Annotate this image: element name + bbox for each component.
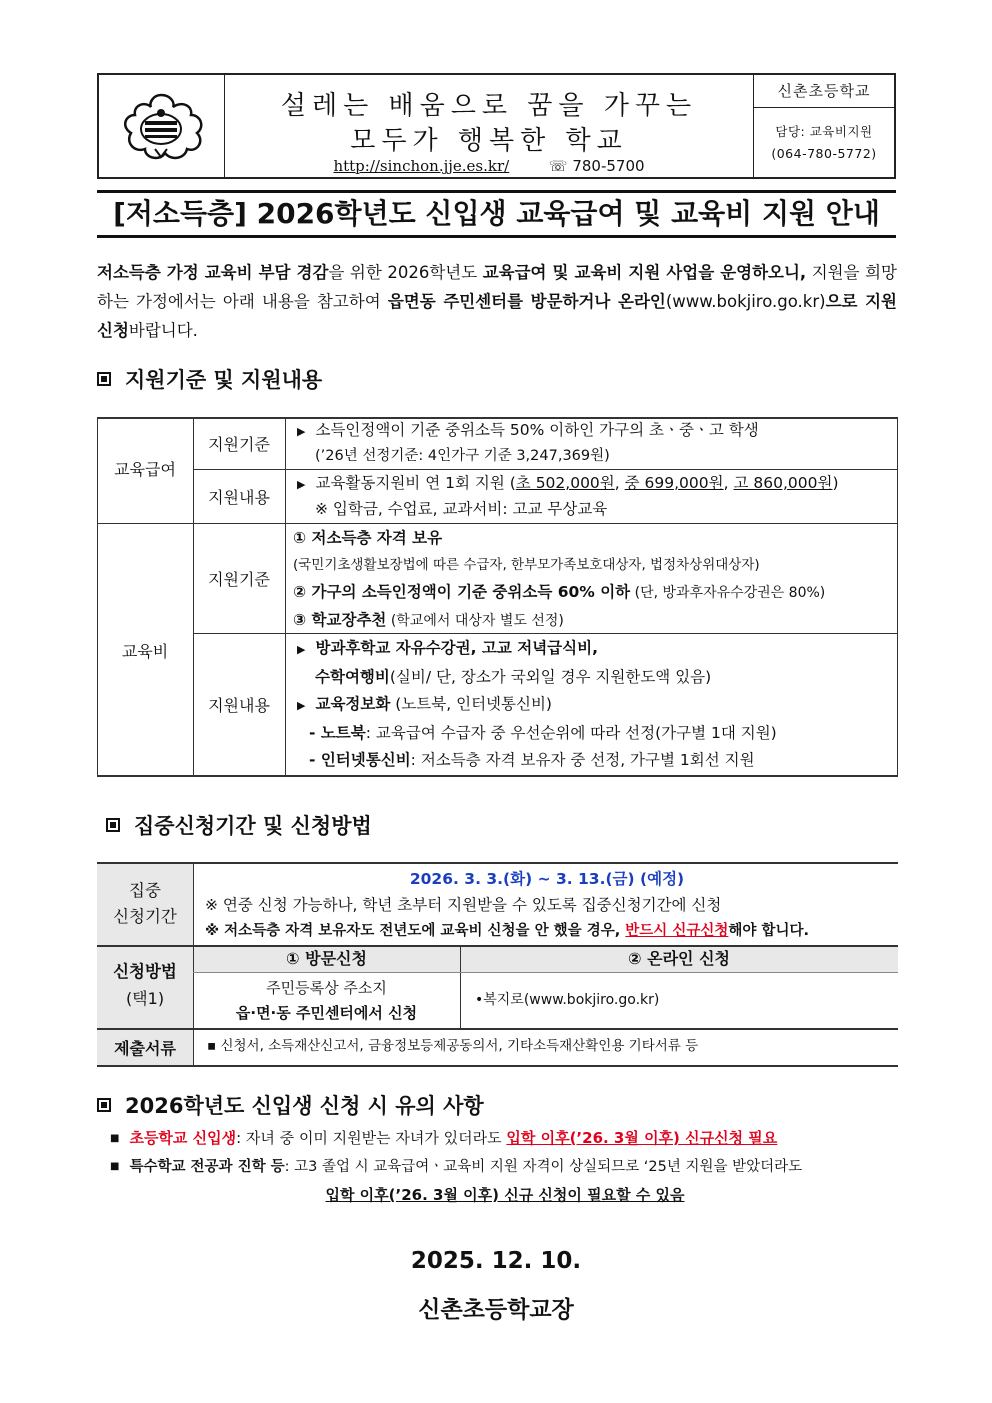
square-bullet-icon: [97, 372, 111, 386]
edu-cost-label: 교육비: [121, 642, 169, 661]
note2-bold: 특수학교 전공과 진학 등: [129, 1159, 285, 1175]
square-bullet-icon: [97, 1098, 111, 1112]
intro-text-2: 을 위한 2026학년도: [328, 263, 483, 282]
sep-2: ,: [723, 474, 734, 492]
close-paren: ): [832, 474, 839, 492]
cost-criteria-line3-bold: ② 가구의 소득인정액이 기준 중위소득 60% 이하: [293, 583, 631, 601]
note-item-1: [110, 1124, 900, 1153]
visit-line-2: 읍·면·동 주민센터에서 신청: [235, 1004, 418, 1022]
charge-phone: (064-780-5772): [771, 146, 877, 161]
period-label-2: 신청기간: [113, 907, 177, 926]
intro-paragraph: [97, 258, 897, 345]
small-square-bullet-icon: ■: [110, 1161, 120, 1172]
intro-bold-7: 으로 지원 신청: [97, 292, 897, 340]
cost-criteria-cell: [293, 525, 897, 635]
small-square-bullet-icon: ■: [110, 1133, 120, 1144]
content-label-2: 지원내용: [208, 696, 270, 715]
period-label: [97, 878, 193, 930]
edu-benefit-label: 교육급여: [114, 460, 176, 479]
note1-mid: : 자녀 중 이미 지원받는 자녀가 있더라도: [236, 1129, 507, 1147]
motto-line-1: 설레는 배움으로 꿈을 가꾸는: [280, 91, 698, 121]
intro-bold-1: 저소득층 가정 교육비 부담 경감: [97, 263, 329, 282]
method-label-1: 신청방법: [113, 962, 177, 981]
section1-heading: [97, 364, 322, 394]
cost-content-line5-bold: - 인터넷통신비: [309, 751, 411, 769]
benefit-criteria-line1: 소득인정액이 기준 중위소득 50% 이하인 가구의 초ㆍ중ㆍ고 학생: [315, 421, 759, 439]
visit-header: ① 방문신청: [286, 949, 367, 968]
logo-cell: [99, 75, 225, 177]
cost-criteria-line4-bold: ③ 학교장추천: [293, 611, 387, 629]
intro-bold-3: 교육급여 및 교육비 지원 사업을 운영하오니,: [482, 263, 807, 282]
online-link[interactable]: •복지로(www.bokjiro.go.kr): [475, 992, 660, 1008]
section3-title: 2026학년도 신입생 신청 시 유의 사항: [125, 1094, 484, 1118]
footer-signer: 신촌초등학교장: [418, 1297, 574, 1323]
period-note-2-pre: ※ 저소득층 자격 보유자도 전년도에 교육비 신청을 안 했을 경우,: [205, 923, 626, 939]
content-label-1: 지원내용: [208, 488, 270, 507]
support-table: [97, 417, 898, 777]
note2-tail: 입학 이후(’26. 3월 이후) 신규 신청이 필요할 수 있음: [325, 1186, 685, 1204]
charge-dept: 담당: 교육비지원: [775, 124, 873, 139]
school-emblem: [115, 91, 207, 163]
header-box: [97, 73, 896, 179]
cost-criteria-line4-rest: (학교에서 대상자 별도 선정): [386, 613, 564, 629]
note1-red-bold: 초등학교 신입생: [129, 1129, 237, 1147]
amount-middle: 중 699,000원: [624, 474, 724, 492]
criteria-label-2: 지원기준: [208, 570, 270, 589]
application-table: [97, 862, 898, 1067]
charge-cell: [754, 108, 894, 177]
intro-text-4: 지원을 희망하는 가정에서는 아래 내용을 참고하여: [97, 263, 897, 311]
phone-number: 780-5700: [572, 157, 645, 175]
cost-content-line5-rest: : 저소득층 자격 보유자 중 선정, 가구별 1회선 지원: [410, 751, 755, 769]
period-dates: 2026. 3. 3.(화) ~ 3. 13.(금) (예정): [409, 870, 685, 888]
criteria-label-1: 지원기준: [208, 435, 270, 454]
school-name-cell: 신촌초등학교: [754, 75, 894, 108]
amount-high: 고 860,000원: [733, 474, 833, 492]
cost-content-line1: 방과후학교 자유수강권, 고교 저녁급식비,: [315, 639, 598, 657]
period-label-1: 집중: [129, 881, 161, 900]
sep-1: ,: [614, 474, 625, 492]
note-item-2: [110, 1153, 900, 1181]
benefit-criteria-cell: ▶ 소득인정액이 기준 중위소득 50% 이하인 가구의 초ㆍ중ㆍ고 학생 (’26년 선정기준: 4인가구 기준 3,247,369원): [297, 418, 897, 469]
benefit-content-note: ※ 입학금, 수업료, 교과서비: 고교 무상교육: [315, 500, 608, 518]
intro-text-6: (www.bokjiro.go.kr): [665, 292, 826, 311]
notes-list: [110, 1124, 900, 1209]
period-note-2-post: 해야 합니다.: [728, 923, 809, 939]
cost-content-line2-rest: (실비/ 단, 장소가 국외일 경우 지원한도액 있음): [389, 667, 712, 686]
benefit-criteria-line2: (’26년 선정기준: 4인가구 기준 3,247,369원): [315, 448, 610, 464]
note2-mid: : 고3 졸업 시 교육급여ㆍ교육비 지원 자격이 상실되므로 ‘25년 지원을 받았더라도: [284, 1159, 803, 1175]
motto-line-2: 모두가 행복한 학교: [350, 126, 628, 156]
cost-criteria-line1: ① 저소득층 자격 보유: [293, 529, 443, 547]
section1-title: 지원기준 및 지원내용: [125, 368, 323, 392]
period-cell: [197, 866, 897, 944]
section3-heading: [97, 1090, 484, 1120]
contact-line: [225, 157, 753, 175]
amount-elementary: 초 502,000원: [515, 474, 615, 492]
intro-bold-5: 읍면동 주민센터를 방문하거나 온라인: [387, 292, 666, 311]
footer-date: 2025. 12. 10.: [410, 1248, 582, 1274]
cost-content-line3-rest: (노트북, 인터넷통신비): [390, 695, 552, 713]
cost-content-line3-bold: 교육정보화: [315, 695, 391, 713]
phone-icon: ☏: [548, 157, 568, 175]
note1-red-tail: 입학 이후(’26. 3월 이후) 신규신청 필요: [506, 1129, 778, 1147]
benefit-content-pre: 교육활동지원비 연 1회 지원 (: [315, 474, 516, 492]
benefit-content-cell: ▶ 교육활동지원비 연 1회 지원 (초 502,000원, 중 699,000원, 고 860,000원) ※ 입학금, 수업료, 교과서비: 고교 무상교육: [297, 471, 897, 522]
cost-content-line4-rest: : 교육급여 수급자 중 우선순위에 따라 선정(가구별 1대 지원): [365, 723, 777, 742]
docs-value: ▪ 신청서, 소득재산신고서, 금융정보등제공동의서, 기타소득재산확인용 기타서류 등: [207, 1038, 699, 1054]
intro-text-8: 바랍니다.: [128, 321, 198, 340]
cost-criteria-line2: (국민기초생활보장법에 따른 수급자, 한부모가족보호대상자, 법정차상위대상자): [293, 557, 760, 573]
online-header: ② 온라인 신청: [628, 949, 730, 968]
section2-heading: [106, 810, 372, 840]
method-label-2: (택1): [125, 989, 165, 1008]
cost-content-line2-bold: 수학여행비: [315, 667, 390, 686]
period-note-1: ※ 연중 신청 가능하나, 학년 초부터 지원받을 수 있도록 집중신청기간에 신청: [205, 896, 722, 914]
cost-content-line4-bold: - 노트북: [309, 723, 366, 742]
cost-content-cell: ▶ 방과후학교 자유수강권, 고교 저녁급식비, 수학여행비(실비/ 단, 장소가 국외일 경우 지원한도액 있음) ▶ 교육정보화 (노트북, 인터넷통신비) - 노트북: 교육급여 수급자 중 우선순위에 따라 선정(가구별 1대 지원) - 인터넷통신비: 저소득층 자격 보유자 중 선정, 가구별 1회선 지원: [297, 639, 777, 769]
visit-line-1: 주민등록상 주소지: [266, 979, 387, 997]
docs-label: 제출서류: [114, 1039, 176, 1058]
square-bullet-icon: [106, 818, 120, 832]
motto-cell: [225, 75, 754, 177]
period-note-2-red: 반드시 신규신청: [625, 923, 729, 939]
visit-cell: [193, 976, 460, 1026]
document-title: [저소득층] 2026학년도 신입생 교육급여 및 교육비 지원 안내: [97, 190, 896, 238]
section2-title: 집중신청기간 및 신청방법: [134, 814, 372, 838]
method-label: [97, 958, 193, 1012]
school-url-link[interactable]: http://sinchon.jje.es.kr/: [333, 157, 510, 175]
cost-criteria-line3-rest: (단, 방과후자유수강권은 80%): [630, 585, 826, 601]
